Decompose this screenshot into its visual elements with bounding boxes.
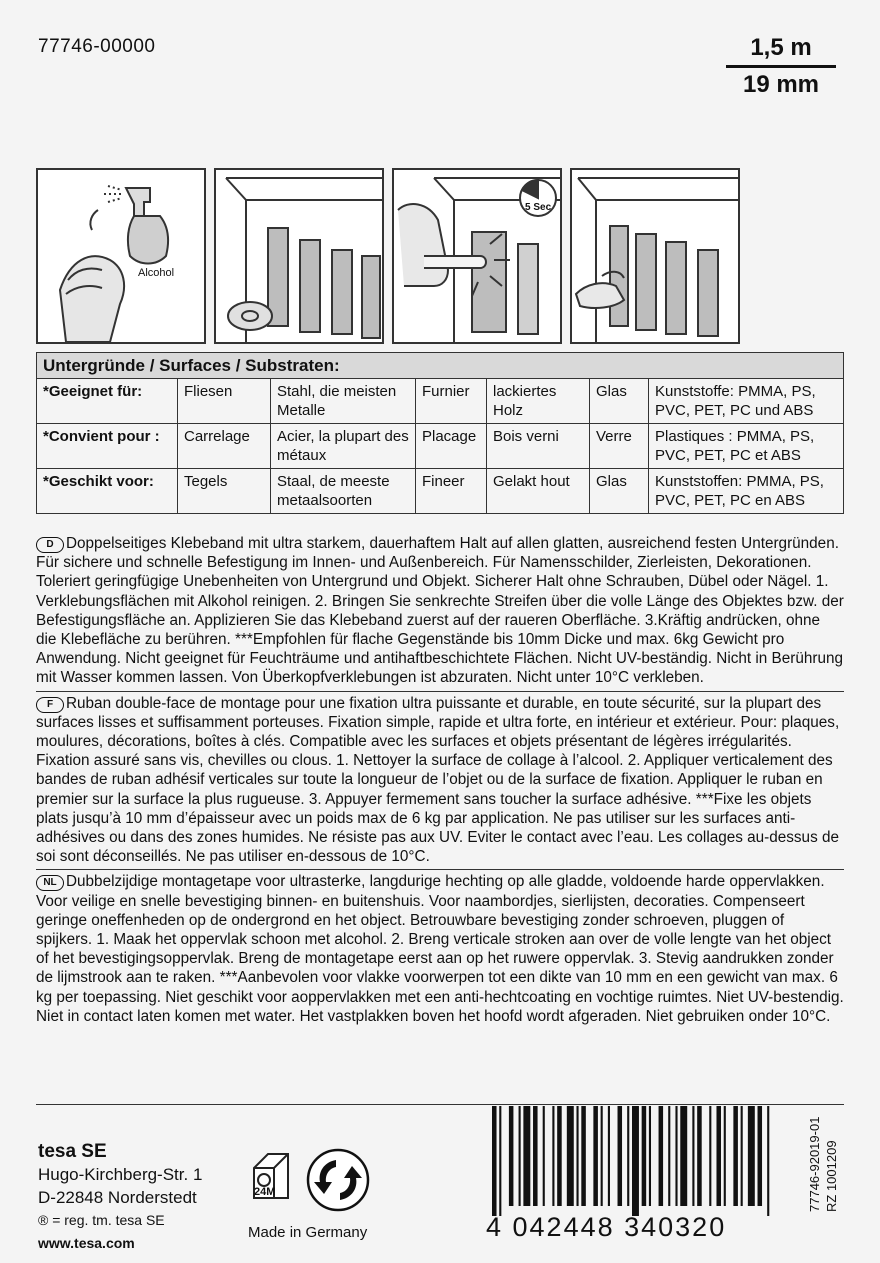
website-link: www.tesa.com	[38, 1235, 135, 1251]
descriptions	[36, 532, 844, 1029]
barcode-bar	[748, 1106, 755, 1206]
table-cell: Kunststoffe: PMMA, PS, PVC, PET, PC und ABS	[649, 379, 844, 424]
barcode-bar	[692, 1106, 694, 1206]
barcode-bar	[601, 1106, 603, 1206]
barcode-bar	[642, 1106, 647, 1206]
peel-liner-icon	[572, 170, 738, 342]
article-number: 77746-00000	[38, 36, 156, 57]
step-clean	[36, 168, 206, 344]
spray-clean-icon	[38, 170, 204, 342]
barcode-bar	[758, 1106, 763, 1206]
trademark-note: ® = reg. tm. tesa SE	[38, 1212, 165, 1228]
green-dot-icon	[306, 1148, 370, 1212]
step-press	[392, 168, 562, 344]
barcode-bar	[632, 1106, 639, 1216]
barcode-bar	[552, 1106, 554, 1206]
table-cell: lackiertes Holz	[487, 379, 590, 424]
barcode-bar	[675, 1106, 677, 1206]
substrates-header: Untergründe / Surfaces / Substraten:	[37, 353, 844, 379]
table-row	[37, 379, 844, 424]
description-text: Dubbelzijdige montagetape voor ultrasterke, langdurige hechting op alle gladde, voldoende harde oppervlakken. Voor veilige en snelle bevestiging binnen- en buitenshuis. Voor naambordjes, sierlijsten, decoraties. Compenseert geringe oneffenheden op de ondergrond en het object. Betrouwbare bevestiging zonder schroeven, pluggen of spijkers. 1. Maak het oppervlak schoon met alcohol. 2. Breng verticale stroken aan over de volle lengte van het object of het bevestigingsoppervlak. Breng de montagetape eerst aan op het ruwere oppervlak. 3. Stevig aandrukken zonder de lijmstrook aan te raken. ***Aanbevolen voor vlakke voorwerpen tot een dikte van 10 mm en een gewicht van max. 6 kg per toepassing. Niet geschikt voor aoppervlakken met een anti-hechtcoating en vochtige ruimtes. Niet UV-bestendig. Niet in contact laten komen met water. Het vastplakken boven het hoofd wordt afgeraden. Niet gebruiken onder 10°C.	[36, 873, 844, 1025]
table-cell: Tegels	[178, 469, 271, 514]
barcode-bar	[509, 1106, 514, 1206]
table-cell: Furnier	[416, 379, 487, 424]
description-nl	[36, 870, 844, 1029]
barcode-bar	[668, 1106, 670, 1206]
table-cell: Gelakt hout	[487, 469, 590, 514]
language-badge-fr: F	[36, 697, 64, 713]
shelf-life-icon	[248, 1148, 294, 1212]
barcode-bar	[499, 1106, 501, 1216]
press-icon	[394, 170, 560, 342]
company-city: D-22848 Norderstedt	[38, 1188, 197, 1207]
description-de	[36, 532, 844, 692]
barcode-bar	[697, 1106, 702, 1206]
description-text: Ruban double-face de montage pour une fixation ultra puissante et durable, en toute sécurité, sur la plupart des surfaces lisses et suffisamment porteuses. Fixation simple, rapide et ultra forte, en intérieur et extérieur. Pour: plaques, moulures, décorations, boîtes à clés. Compatible avec les surfaces et objets présentant de légères irrégularités. Fixation assuré sans vis, chevilles ou clous. 1. Nettoyer la surface de collage à l’alcool. 2. Appliquer verticalement des bandes de ruban adhésif verticales sur toute la longueur de l’objet ou de la surface de fixation. Appliquer le ruban en premier sur la surface la plus rugueuse. 3. Appuyer fermement sans toucher la surface adhésive. ***Fixe les objets plats jusqu’à 10 mm d’épaisseur avec un poids max de 6 kg par application. Ne pas utiliser sur les surfaces anti-adhésives ou dans des zones humides. Ne résiste pas aux UV. Eviter le contact avec l’eau. Les collages au-dessus de soi sont déconseillés. Ne pas utiliser en-dessous de 10°C.	[36, 694, 840, 866]
barcode-bar	[581, 1106, 586, 1206]
barcode-bar	[709, 1106, 711, 1206]
step-apply	[214, 168, 384, 344]
barcode-bar	[593, 1106, 598, 1206]
tape-length: 1,5 m	[726, 34, 836, 68]
table-cell: Fineer	[416, 469, 487, 514]
instruction-steps	[36, 168, 844, 344]
barcode-bar	[618, 1106, 623, 1206]
table-cell: Verre	[590, 424, 649, 469]
barcode-bar	[724, 1106, 726, 1206]
barcode-number: 4 042448 340320	[486, 1212, 727, 1242]
revision-code: RZ 1001209	[824, 1140, 839, 1212]
company-street: Hugo-Kirchberg-Str. 1	[38, 1165, 203, 1184]
barcode-icon	[492, 1106, 772, 1216]
divider	[36, 1104, 844, 1105]
made-in-label: Made in Germany	[248, 1224, 368, 1241]
barcode-bar	[741, 1106, 743, 1206]
barcode-bar	[519, 1106, 521, 1206]
dimensions	[726, 34, 836, 99]
barcode-bar	[649, 1106, 651, 1206]
company-name: tesa SE	[38, 1141, 107, 1162]
company-address	[38, 1140, 202, 1255]
barcode-bar	[627, 1106, 629, 1206]
print-code: 77746-92019-01	[807, 1116, 822, 1212]
press-duration-label: 5 Sec	[525, 202, 552, 213]
table-row	[37, 424, 844, 469]
description-text: Doppelseitiges Klebeband mit ultra starkem, dauerhaftem Halt auf allen glatten, ausreichend festen Untergründen. Für sichere und schnelle Befestigung im Innen- und Außenbereich. Für Namensschilder, Zierleisten, Dekorationen. Toleriert geringfügige Unebenheiten von Untergrund und Objekt. Sicherer Halt ohne Schrauben, Dübel oder Nägel. 1. Verklebungsflächen mit Alkohol reinigen. 2. Bringen Sie senkrechte Streifen über die volle Länge des Objektes bzw. der Befestigungsfläche an. Applizieren Sie das Klebeband zuerst auf der raueren Oberfläche. 3.Kräftig andrücken, ohne die Klebefläche zu berühren. ***Empfohlen für flache Gegenstände bis 10mm Dicke und max. 6kg Gewicht pro Anwendung. Nicht geeignet für Feuchträume und antihaftbeschichtete Flächen. Nicht UV-beständig. Nicht in Berührung mit Wasser kommen lassen. Von Überkopfverklebungen ist abzuraten. Nicht unter 10°C verkleben.	[36, 535, 844, 687]
barcode-bar	[680, 1106, 687, 1206]
vertical-codes	[806, 1117, 840, 1212]
language-badge-de: D	[36, 537, 64, 553]
shelf-life-label: 24M	[254, 1186, 276, 1198]
table-cell: Placage	[416, 424, 487, 469]
apply-strips-icon	[216, 170, 382, 342]
barcode-bar	[716, 1106, 721, 1206]
barcode-bar	[767, 1106, 769, 1216]
alcohol-label: Alcohol	[138, 267, 175, 279]
table-cell: Fliesen	[178, 379, 271, 424]
barcode-bar	[608, 1106, 610, 1206]
barcode-bar	[733, 1106, 738, 1206]
table-cell: Staal, de meeste metaalsoorten	[271, 469, 416, 514]
table-row	[37, 469, 844, 514]
barcode-bar	[557, 1106, 562, 1206]
table-cell: Glas	[590, 469, 649, 514]
barcode-bar	[659, 1106, 664, 1206]
table-cell: Kunststoffen: PMMA, PS, PVC, PET, PC en ABS	[649, 469, 844, 514]
row-label: *Geeignet für:	[37, 379, 178, 424]
table-cell: Plastiques : PMMA, PS, PVC, PET, PC et ABS	[649, 424, 844, 469]
barcode-bar	[576, 1106, 578, 1206]
barcode-bar	[533, 1106, 538, 1206]
table-cell: Bois verni	[487, 424, 590, 469]
row-label: *Geschikt voor:	[37, 469, 178, 514]
substrates-table	[36, 352, 844, 514]
barcode-bar	[523, 1106, 530, 1206]
barcode-bar	[567, 1106, 574, 1206]
table-cell: Glas	[590, 379, 649, 424]
barcode-bar	[492, 1106, 497, 1216]
row-label: *Convient pour :	[37, 424, 178, 469]
description-fr	[36, 692, 844, 871]
barcode-bar	[543, 1106, 545, 1206]
table-cell: Carrelage	[178, 424, 271, 469]
table-cell: Stahl, die meisten Metalle	[271, 379, 416, 424]
table-cell: Acier, la plupart des métaux	[271, 424, 416, 469]
language-badge-nl: NL	[36, 875, 64, 891]
tape-width: 19 mm	[742, 71, 820, 98]
step-peel	[570, 168, 740, 344]
